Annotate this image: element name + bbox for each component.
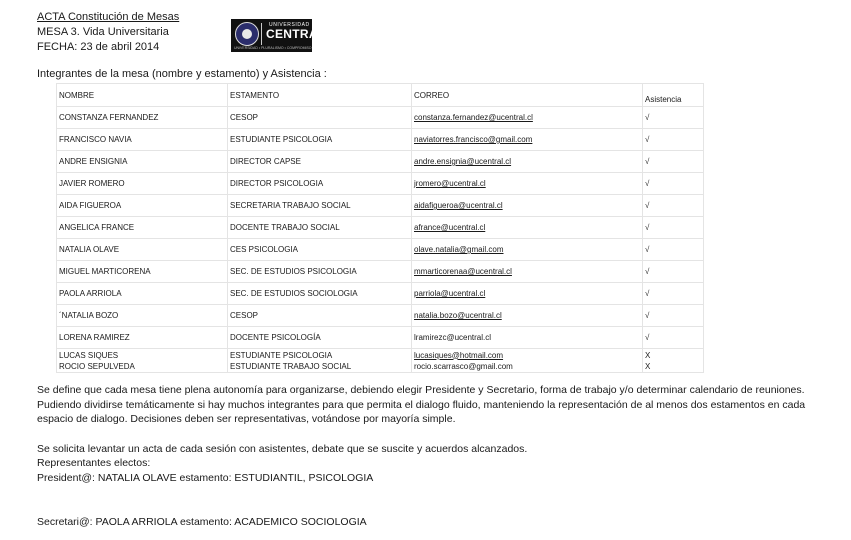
logo-line2: CENTRAL xyxy=(266,27,326,41)
member-name: ANGELICA FRANCE xyxy=(59,223,135,232)
member-estamento: DOCENTE PSICOLOGÍA xyxy=(230,333,321,342)
table-row xyxy=(57,129,704,151)
attendance-mark: √ xyxy=(645,135,650,144)
document-title: ACTA Constitución de Mesas xyxy=(37,11,180,23)
member-email-link[interactable]: parriola@ucentral.cl xyxy=(414,289,486,298)
table-row xyxy=(57,239,704,261)
minutes-paragraph: Se solicita levantar un acta de cada sesión con asistentes, debate que se suscite y acuerdos alcanzados. xyxy=(37,443,528,455)
member-name: NATALIA OLAVE xyxy=(59,245,120,254)
table-row xyxy=(57,151,704,173)
table-row xyxy=(57,327,704,349)
date-label: FECHA: 23 de abril 2014 xyxy=(37,41,160,53)
member-email-link[interactable]: rocio.scarrasco@gmail.com xyxy=(414,361,513,371)
header-correo: CORREO xyxy=(412,84,643,107)
member-name: AIDA FIGUEROA xyxy=(59,201,122,210)
mesa-label: MESA 3. Vida Universitaria xyxy=(37,26,169,38)
table-row xyxy=(57,195,704,217)
logo-line1: UNIVERSIDAD xyxy=(269,22,310,28)
member-email-link[interactable]: naviatorres.francisco@gmail.com xyxy=(414,135,533,144)
member-name: CONSTANZA FERNANDEZ xyxy=(59,113,159,122)
member-estamento: ESTUDIANTE TRABAJO SOCIAL xyxy=(230,361,352,371)
secretary-line: Secretari@: PAOLA ARRIOLA estamento: ACADEMICO SOCIOLOGIA xyxy=(37,516,367,528)
logo-divider xyxy=(261,23,262,45)
university-logo xyxy=(231,19,326,52)
member-estamento: DOCENTE TRABAJO SOCIAL xyxy=(230,223,340,232)
member-estamento: DIRECTOR PSICOLOGIA xyxy=(230,179,324,188)
attendance-mark: √ xyxy=(645,179,650,188)
member-email-link[interactable]: aidafigueroa@ucentral.cl xyxy=(414,201,503,210)
member-name: LUCAS SIQUES xyxy=(59,350,119,360)
member-email-link: lramirezc@ucentral.cl xyxy=(414,333,492,342)
header-estamento: ESTAMENTO xyxy=(228,84,412,107)
member-name: ANDRE ENSIGNIA xyxy=(59,157,128,166)
table-row xyxy=(57,261,704,283)
member-estamento: CES PSICOLOGIA xyxy=(230,245,299,254)
president-line: President@: NATALIA OLAVE estamento: ESTUDIANTIL, PSICOLOGIA xyxy=(37,472,374,484)
attendance-mark: √ xyxy=(645,113,650,122)
members-table xyxy=(56,83,704,373)
member-email-link[interactable]: natalia.bozo@ucentral.cl xyxy=(414,311,502,320)
member-estamento: ESTUDIANTE PSICOLOGIA xyxy=(230,350,333,360)
attendance-mark: X xyxy=(645,361,651,371)
member-email-link[interactable]: mmarticorenaa@ucentral.cl xyxy=(414,267,512,276)
table-row xyxy=(57,107,704,129)
member-name: MIGUEL MARTICORENA xyxy=(59,267,151,276)
attendance-mark: √ xyxy=(645,201,650,210)
member-estamento: CESOP xyxy=(230,311,259,320)
autonomy-paragraph: Se define que cada mesa tiene plena autonomía para organizarse, debiendo elegir Presidente y Secretario, forma de trabajo y/o determinar calendario de reuniones. Pudiendo dividirse temáticamente si hay muchos integrantes para que permita el dialogo fluido, manteniendo la representación de al menos dos estamentos en cada espacio de dialogo. Decisiones deben ser representativas, votándose por mayoría simple. xyxy=(37,384,806,425)
attendance-mark: √ xyxy=(645,311,650,320)
table-row xyxy=(57,305,704,327)
attendance-mark: √ xyxy=(645,333,650,342)
member-name: ROCIO SEPULVEDA xyxy=(59,361,135,371)
member-name: LORENA RAMIREZ xyxy=(59,333,130,342)
attendance-mark: √ xyxy=(645,267,650,276)
attendance-mark: √ xyxy=(645,157,650,166)
university-seal-icon xyxy=(235,22,259,46)
member-email-link[interactable]: andre.ensignia@ucentral.cl xyxy=(414,157,512,166)
attendance-mark: √ xyxy=(645,245,650,254)
attendance-mark: √ xyxy=(645,289,650,298)
member-name: JAVIER ROMERO xyxy=(59,179,125,188)
member-name: PAOLA ARRIOLA xyxy=(59,289,122,298)
members-intro: Integrantes de la mesa (nombre y estamento) y Asistencia : xyxy=(37,68,327,80)
member-estamento: ESTUDIANTE PSICOLOGIA xyxy=(230,135,333,144)
member-email-link[interactable]: lucasiques@hotmail.com xyxy=(414,350,504,360)
table-header-row xyxy=(57,84,704,107)
member-name: FRANCISCO NAVIA xyxy=(59,135,132,144)
representatives-heading: Representantes electos: xyxy=(37,457,151,469)
member-estamento: DIRECTOR CAPSE xyxy=(230,157,301,166)
member-email-link[interactable]: afrance@ucentral.cl xyxy=(414,223,486,232)
member-estamento: CESOP xyxy=(230,113,259,122)
member-email-link[interactable]: olave.natalia@gmail.com xyxy=(414,245,504,254)
table-row xyxy=(57,217,704,239)
member-estamento: SECRETARIA TRABAJO SOCIAL xyxy=(230,201,351,210)
member-email-link[interactable]: jromero@ucentral.cl xyxy=(414,179,486,188)
member-estamento: SEC. DE ESTUDIOS SOCIOLOGIA xyxy=(230,289,358,298)
table-row xyxy=(57,349,704,373)
member-name: ´NATALIA BOZO xyxy=(59,311,119,320)
logo-tagline: UNIVERSIDAD • PLURALISMO • COMPROMISO xyxy=(234,46,312,50)
table-row xyxy=(57,173,704,195)
attendance-mark: √ xyxy=(645,223,650,232)
table-row xyxy=(57,283,704,305)
attendance-mark: X xyxy=(645,350,651,360)
member-estamento: SEC. DE ESTUDIOS PSICOLOGIA xyxy=(230,267,357,276)
header-nombre: NOMBRE xyxy=(57,84,228,107)
member-email-link[interactable]: constanza.fernandez@ucentral.cl xyxy=(414,113,533,122)
header-asistencia: Asistencia xyxy=(643,84,704,107)
